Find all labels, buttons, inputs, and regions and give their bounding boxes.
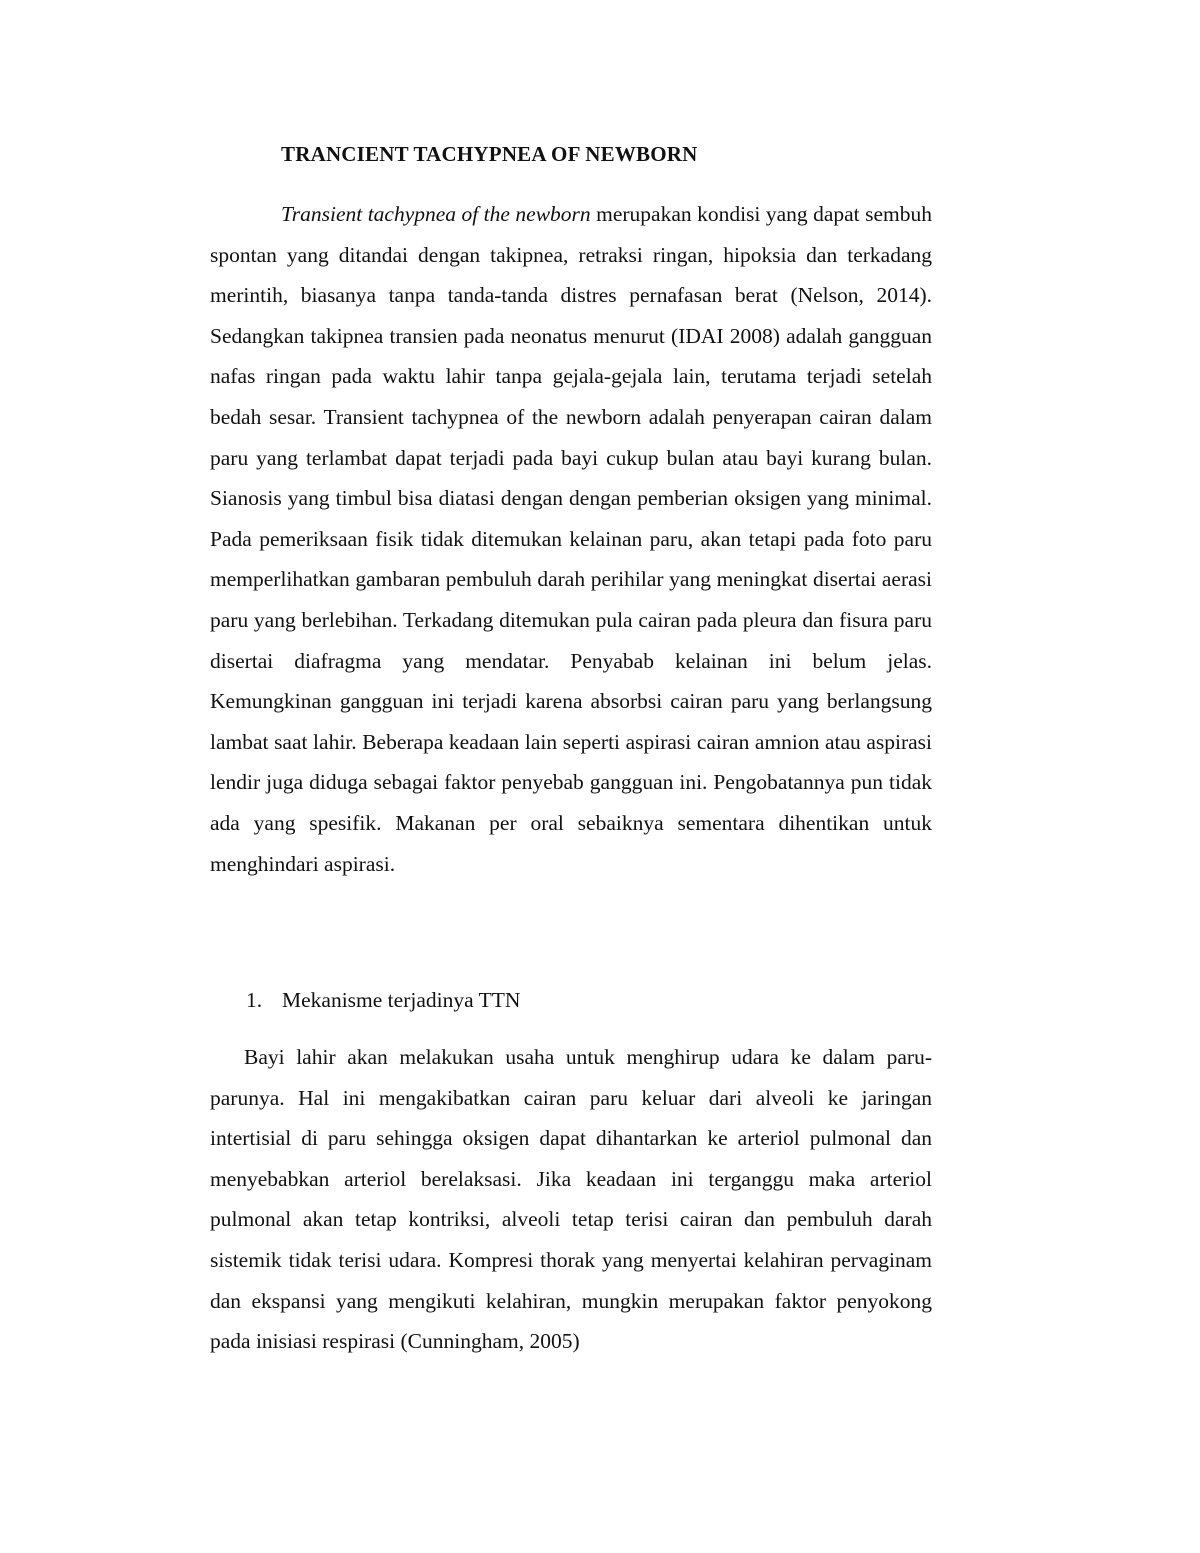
paragraph-mechanism	[210, 1037, 932, 1362]
paragraph-definition	[210, 194, 932, 884]
paragraph-italic-lead: Transient tachypnea of the newborn	[281, 202, 591, 226]
list-item	[246, 984, 520, 1016]
list-item-text: Mekanisme terjadinya TTN	[282, 988, 521, 1012]
paragraph-body: Bayi lahir akan melakukan usaha untuk menghirup udara ke dalam paru-parunya. Hal ini mengakibatkan cairan paru keluar dari alveoli ke jaringan intertisial di paru sehingga oksigen dapat dihantarkan ke arteriol pulmonal dan menyebabkan arteriol berelaksasi. Jika keadaan ini terganggu maka arteriol pulmonal akan tetap kontriksi, alveoli tetap terisi cairan dan pembuluh darah sistemik tidak terisi udara. Kompresi thorak yang menyertai kelahiran pervaginam dan ekspansi yang mengikuti kelahiran, mungkin merupakan faktor penyokong pada inisiasi respirasi (Cunningham, 2005)	[210, 1045, 932, 1354]
document-title: TRANCIENT TACHYPNEA OF NEWBORN	[281, 142, 698, 166]
paragraph-body: merupakan kondisi yang dapat sembuh spontan yang ditandai dengan takipnea, retraksi ringan, hipoksia dan terkadang merintih, biasanya tanpa tanda-tanda distres pernafasan berat (Nelson, 2014). Sedangkan takipnea transien pada neonatus menurut (IDAI 2008) adalah gangguan nafas ringan pada waktu lahir tanpa gejala-gejala lain, terutama terjadi setelah bedah sesar. Transient tachypnea of the newborn adalah penyerapan cairan dalam paru yang terlambat dapat terjadi pada bayi cukup bulan atau bayi kurang bulan. Sianosis yang timbul bisa diatasi dengan dengan pemberian oksigen yang minimal. Pada pemeriksaan fisik tidak ditemukan kelainan paru, akan tetapi pada foto paru memperlihatkan gambaran pembuluh darah perihilar yang meningkat disertai aerasi paru yang berlebihan. Terkadang ditemukan pula cairan pada pleura dan fisura paru disertai diafragma yang mendatar. Penyabab kelainan ini belum jelas. Kemungkinan gangguan ini terjadi karena absorbsi cairan paru yang berlangsung lambat saat lahir. Beberapa keadaan lain seperti aspirasi cairan amnion atau aspirasi lendir juga diduga sebagai faktor penyebab gangguan ini. Pengobatannya pun tidak ada yang spesifik. Makanan per oral sebaiknya sementara dihentikan untuk menghindari aspirasi.	[210, 202, 932, 876]
list-item-number: 1.	[246, 988, 263, 1012]
